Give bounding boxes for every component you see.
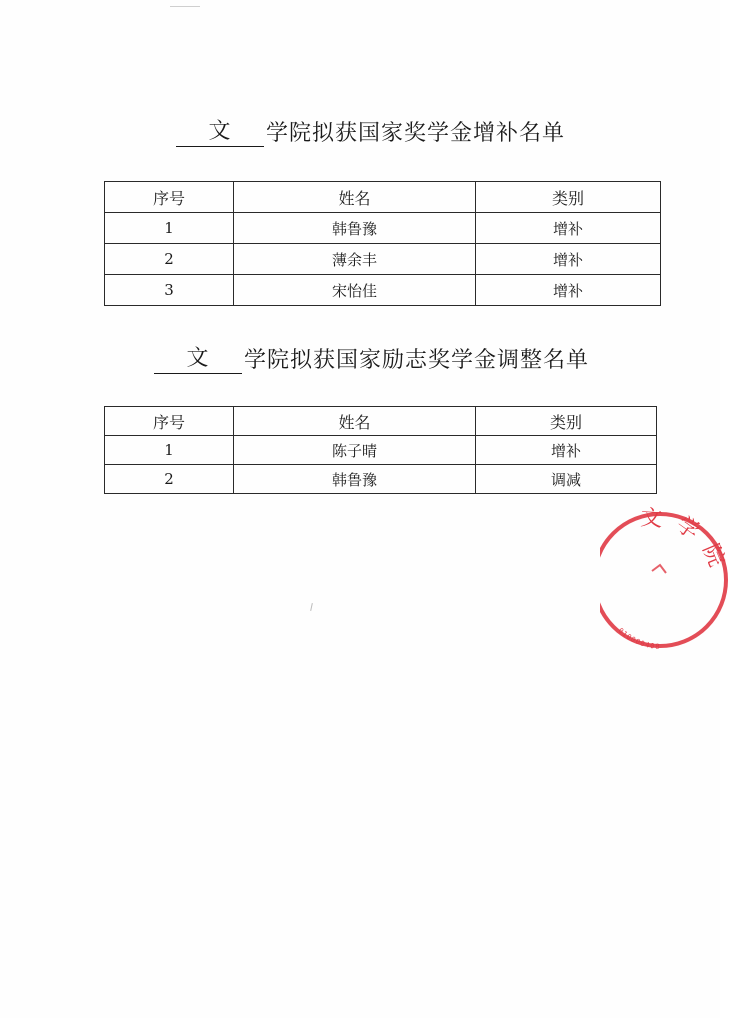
cell-category: 增补 [476,275,661,306]
cell-index: 2 [105,244,234,275]
title-text: 学院拟获国家奖学金增补名单 [266,121,566,146]
cell-name: 陈子晴 [234,436,476,465]
cell-name: 宋怡佳 [234,275,476,306]
header-index: 序号 [105,407,234,436]
seal-star-fragment [652,565,666,573]
header-category: 类别 [476,182,661,213]
table-row [105,244,661,275]
header-category: 类别 [476,407,657,436]
title-text: 学院拟获国家励志奖学金调整名单 [244,348,590,373]
adjustment-table [104,406,657,494]
table-header-row [105,182,661,213]
cell-index: 1 [105,436,234,465]
title-blank-fill: 文 [154,345,242,374]
header-name: 姓名 [234,407,476,436]
cell-index: 1 [105,213,234,244]
title-national-scholarship-supplement [176,113,565,147]
seal-text: 文学院 [639,505,734,582]
scan-mark [170,6,200,7]
title-inspirational-scholarship-adjustment [154,340,589,374]
official-seal [600,505,740,655]
cell-category: 增补 [476,213,661,244]
cell-name: 薄余丰 [234,244,476,275]
table-row [105,213,661,244]
table-header-row [105,407,657,436]
table-row [105,436,657,465]
cell-category: 增补 [476,436,657,465]
stray-mark [310,603,313,611]
seal-serial: 010000408 [616,626,661,651]
table-row [105,275,661,306]
supplement-table [104,181,661,306]
cell-name: 韩鲁豫 [234,213,476,244]
table-row [105,465,657,494]
cell-category: 调减 [476,465,657,494]
header-index: 序号 [105,182,234,213]
cell-category: 增补 [476,244,661,275]
cell-index: 2 [105,465,234,494]
title-blank-fill: 文 [176,118,264,147]
header-name: 姓名 [234,182,476,213]
cell-name: 韩鲁豫 [234,465,476,494]
cell-index: 3 [105,275,234,306]
